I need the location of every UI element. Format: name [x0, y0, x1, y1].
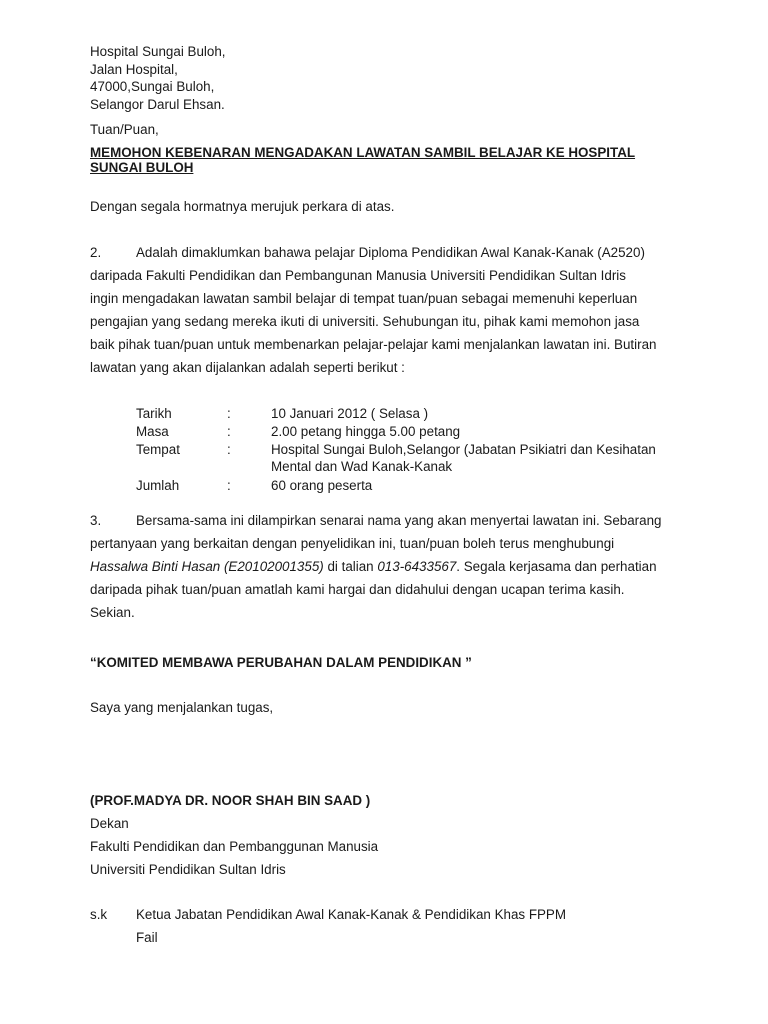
- signatory-university: Universiti Pendidikan Sultan Idris: [90, 862, 286, 877]
- address-line: Jalan Hospital,: [90, 61, 178, 77]
- paragraph-line: Sekian.: [90, 605, 135, 620]
- motto: “KOMITED MEMBAWA PERUBAHAN DALAM PENDIDIKAN ”: [90, 655, 472, 670]
- paragraph-line: Bersama-sama ini dilampirkan senarai nama yang akan menyertai lawatan ini. Sebarang: [136, 513, 662, 528]
- recipient-address: [90, 43, 225, 113]
- paragraph-line: daripada pihak tuan/puan amatlah kami hargai dan didahului dengan ucapan terima kasih.: [90, 582, 625, 597]
- contact-mid: di talian: [323, 559, 378, 574]
- detail-value: 60 orang peserta: [271, 478, 373, 493]
- paragraph-line: [90, 555, 690, 578]
- paragraph-3: [90, 509, 690, 624]
- contact-rest: . Segala kerjasama dan perhatian: [456, 559, 657, 574]
- paragraph-number: 2.: [90, 245, 102, 260]
- paragraph-line: baik pihak tuan/puan untuk membenarkan pelajar-pelajar kami menjalankan lawatan ini. Butiran: [90, 337, 657, 352]
- paragraph-line: ingin mengadakan lawatan sambil belajar di tempat tuan/puan sebagai memenuhi keperluan: [90, 291, 638, 306]
- detail-label: Jumlah: [136, 478, 180, 493]
- subject-line: MEMOHON KEBENARAN MENGADAKAN LAWATAN SAMBIL BELAJAR KE HOSPITAL: [90, 145, 636, 160]
- salutation: Tuan/Puan,: [90, 122, 159, 137]
- detail-value: Hospital Sungai Buloh,Selangor (Jabatan Psikiatri dan Kesihatan: [271, 442, 656, 457]
- detail-label: Tarikh: [136, 406, 172, 421]
- subject-line: SUNGAI BULOH: [90, 159, 194, 175]
- cc-item: Ketua Jabatan Pendidikan Awal Kanak-Kanak & Pendidikan Khas FPPM: [136, 907, 567, 922]
- address-line: Hospital Sungai Buloh,: [90, 44, 226, 59]
- subject-heading: [90, 146, 635, 175]
- detail-value: Mental dan Wad Kanak-Kanak: [271, 459, 453, 474]
- closing-phrase: Saya yang menjalankan tugas,: [90, 700, 274, 715]
- signature-block: [90, 789, 378, 881]
- cc-label: s.k: [90, 907, 108, 922]
- paragraph-line: lawatan yang akan dijalankan adalah seperti berikut :: [90, 360, 405, 375]
- paragraph-line: pertanyaan yang berkaitan dengan penyelidikan ini, tuan/puan boleh terus menghubungi: [90, 536, 615, 551]
- detail-value: 10 Januari 2012 ( Selasa ): [271, 406, 429, 421]
- address-line: Selangor Darul Ehsan.: [90, 96, 225, 112]
- address-line: 47000,Sungai Buloh,: [90, 79, 215, 94]
- detail-value: 2.00 petang hingga 5.00 petang: [271, 424, 461, 439]
- paragraph-2: [90, 241, 690, 379]
- contact-name: Hassalwa Binti Hasan (E20102001355): [90, 559, 324, 574]
- signatory-faculty: Fakulti Pendidikan dan Pembanggunan Manusia: [90, 839, 379, 854]
- paragraph-number: 3.: [90, 513, 102, 528]
- paragraph-line: Adalah dimaklumkan bahawa pelajar Diploma Pendidikan Awal Kanak-Kanak (A2520): [136, 245, 645, 260]
- signatory-name: (PROF.MADYA DR. NOOR SHAH BIN SAAD ): [90, 793, 371, 808]
- paragraph-line: daripada Fakulti Pendidikan dan Pembangunan Manusia Universiti Pendidikan Sultan Idris: [90, 268, 626, 283]
- detail-colon: :: [227, 406, 231, 421]
- detail-colon: :: [227, 442, 231, 457]
- contact-phone: 013-6433567: [377, 559, 457, 574]
- detail-colon: :: [227, 478, 231, 493]
- detail-label: Tempat: [136, 442, 180, 457]
- detail-label: Masa: [136, 424, 169, 439]
- detail-colon: :: [227, 424, 231, 439]
- paragraph-line: pengajian yang sedang mereka ikuti di universiti. Sehubungan itu, pihak kami memohon jasa: [90, 314, 640, 329]
- signatory-title: Dekan: [90, 816, 129, 831]
- cc-item: Fail: [136, 930, 158, 945]
- opening-paragraph: Dengan segala hormatnya merujuk perkara di atas.: [90, 199, 395, 214]
